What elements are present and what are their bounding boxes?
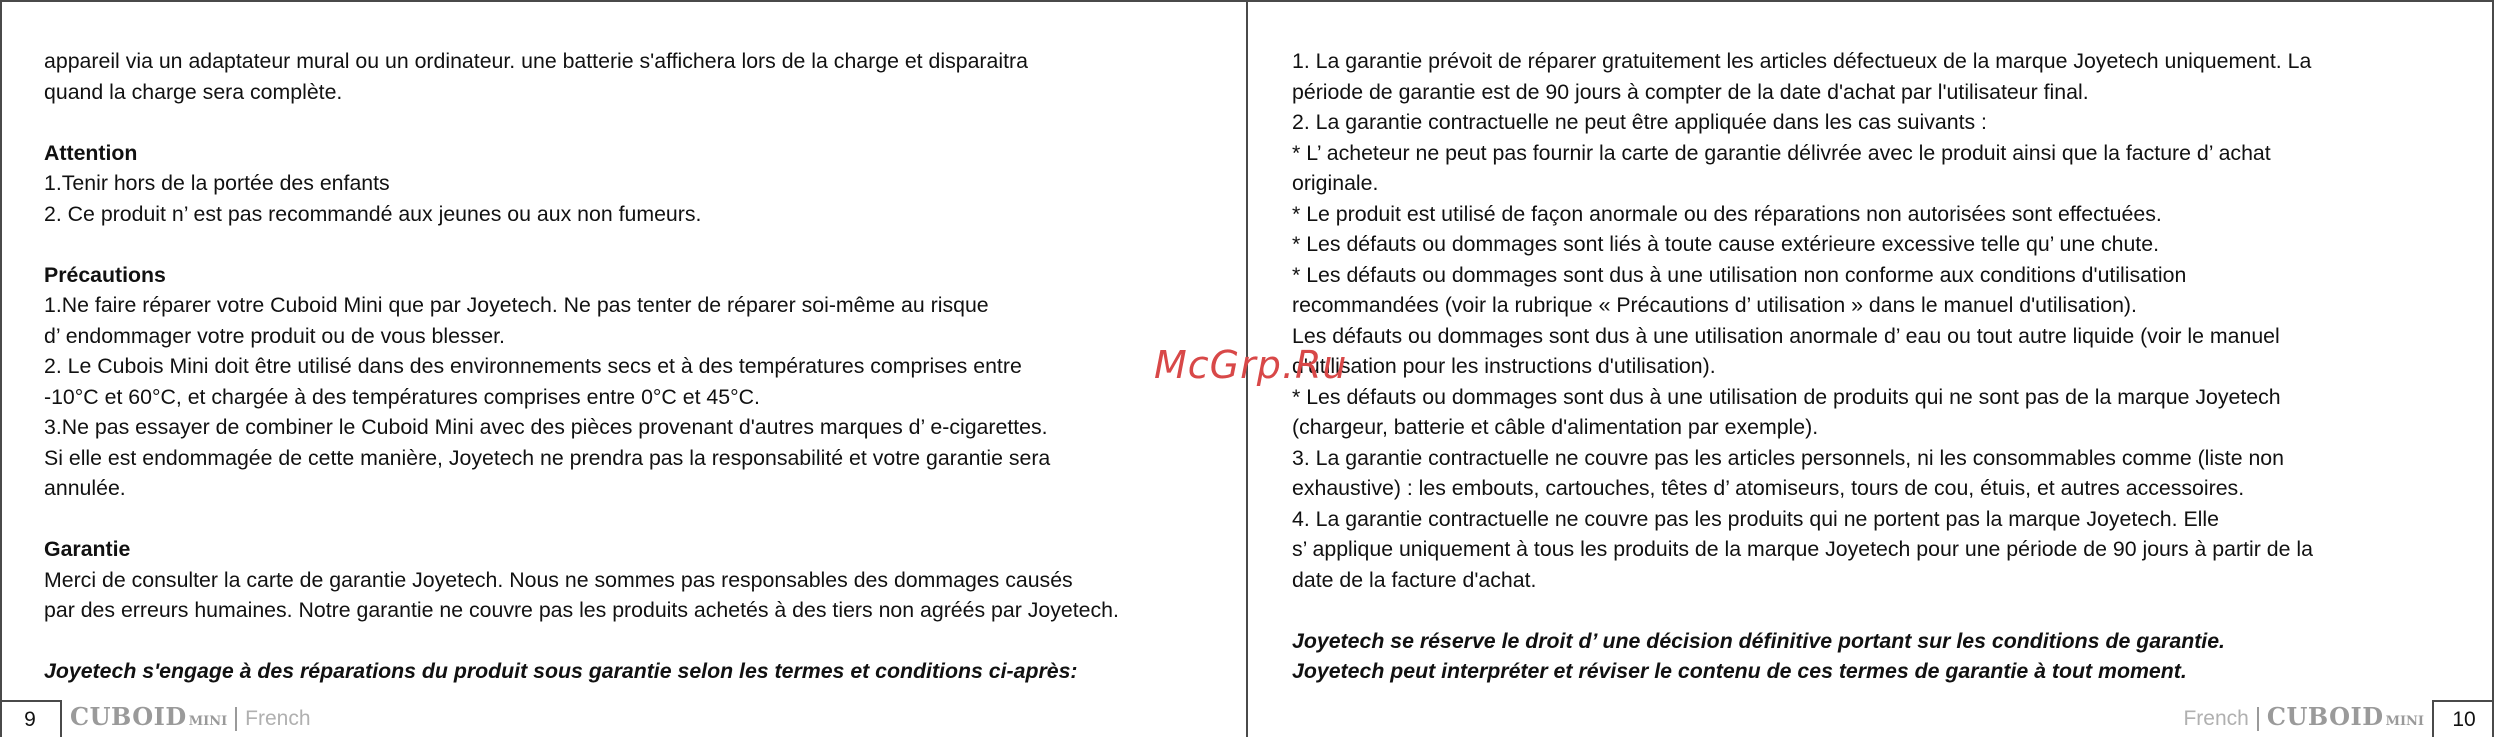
closing-line: Joyetech peut interpréter et réviser le contenu de ces termes de garantie à tout moment.: [1292, 659, 2187, 683]
text-line: quand la charge sera complète.: [44, 79, 343, 104]
text-line: * Les défauts ou dommages sont dus à une utilisation non conforme aux conditions d'utilisation: [1292, 262, 2187, 287]
brand-sub: MINI: [188, 713, 228, 729]
text-line: Les défauts ou dommages sont dus à une utilisation anormale d’ eau ou tout autre liquide (voir le manuel: [1292, 323, 2280, 348]
precautions-line: 1.Ne faire réparer votre Cuboid Mini que par Joyetech. Ne pas tenter de réparer soi-même au risque: [44, 293, 989, 317]
text-line: 3. La garantie contractuelle ne couvre pas les articles personnels, ni les consommables comme (liste non: [1292, 445, 2284, 470]
page-number: 9: [0, 700, 62, 737]
footer-separator: [2257, 707, 2259, 731]
precautions-line: annulée.: [44, 476, 126, 500]
spacer: [44, 229, 1244, 260]
text-line: 2. La garantie contractuelle ne peut être appliquée dans les cas suivants :: [1292, 110, 1987, 134]
attention-item: 2. Ce produit n’ est pas recommandé aux jeunes ou aux non fumeurs.: [44, 201, 702, 226]
text-line: 1. La garantie prévoit de réparer gratuitement les articles défectueux de la marque Joyetech uniquement. La: [1292, 49, 2312, 73]
language-label: French: [245, 707, 311, 730]
text-line: 4. La garantie contractuelle ne couvre pas les produits qui ne portent pas la marque Joyetech. Elle: [1292, 506, 2219, 531]
precautions-line: 2. Le Cubois Mini doit être utilisé dans des environnements secs et à des températures comprises entre: [44, 354, 1022, 378]
precautions-line: 3.Ne pas essayer de combiner le Cuboid Mini avec des pièces provenant d'autres marques d’ e-cigarettes.: [44, 415, 1048, 439]
right-page: [1249, 0, 2494, 737]
garantie-line: par des erreurs humaines. Notre garantie ne couvre pas les produits achetés à des tiers non agréés par Joyetech.: [44, 598, 1119, 622]
spacer: [44, 504, 1244, 535]
brand-sub: MINI: [2385, 713, 2424, 729]
text-line: (chargeur, batterie et câble d'alimentation par exemple).: [1292, 415, 1819, 439]
precautions-heading: Précautions: [44, 262, 166, 287]
brand-name: CUBOID: [70, 701, 187, 731]
brand-logo: [70, 698, 227, 737]
language-label: French: [2183, 707, 2249, 730]
text-line: * Les défauts ou dommages sont liés à toute cause extérieure excessive telle qu’ une chute.: [1292, 232, 2159, 256]
spacer: [1292, 595, 2487, 626]
text-line: période de garantie est de 90 jours à compter de la date d'achat par l'utilisateur final.: [1292, 79, 2089, 104]
garantie-line: Merci de consulter la carte de garantie Joyetech. Nous ne sommes pas responsables des dommages causés: [44, 567, 1073, 592]
watermark: McGrp.Ru: [1154, 343, 1348, 387]
text-line: s’ applique uniquement à tous les produits de la marque Joyetech pour une période de 90 jours à partir de la: [1292, 537, 2313, 561]
attention-item: 1.Tenir hors de la portée des enfants: [44, 171, 390, 195]
footer-separator: [235, 707, 237, 731]
text-line: exhaustive) : les embouts, cartouches, têtes d’ atomiseurs, tours de cou, étuis, et autres accessoires.: [1292, 476, 2245, 500]
precautions-line: -10°C et 60°C, et chargée à des températures comprises entre 0°C et 45°C.: [44, 384, 760, 409]
page-number: 10: [2432, 700, 2494, 737]
left-page-text: [44, 46, 1244, 687]
attention-heading: Attention: [44, 140, 138, 165]
spacer: [44, 626, 1244, 657]
text-line: * Le produit est utilisé de façon anormale ou des réparations non autorisées sont effectuées.: [1292, 201, 2162, 226]
text-line: d'utilisation pour les instructions d'utilisation).: [1292, 354, 1716, 378]
garantie-heading: Garantie: [44, 537, 131, 561]
right-page-text: [1292, 46, 2487, 687]
text-line: * L’ acheteur ne peut pas fournir la carte de garantie délivrée avec le produit ainsi que la facture d’ achat: [1292, 140, 2271, 165]
brand-logo: [2267, 698, 2424, 737]
left-footer: [0, 700, 311, 737]
text-line: * Les défauts ou dommages sont dus à une utilisation de produits qui ne sont pas de la marque Joyetech: [1292, 384, 2281, 409]
spacer: [44, 107, 1244, 138]
closing-line: Joyetech se réserve le droit d’ une décision définitive portant sur les conditions de garantie.: [1292, 628, 2225, 653]
garantie-commitment: Joyetech s'engage à des réparations du produit sous garantie selon les termes et conditions ci-après:: [44, 659, 1078, 683]
text-line: recommandées (voir la rubrique « Précautions d’ utilisation » dans le manuel d'utilisation).: [1292, 293, 2137, 317]
text-line: originale.: [1292, 171, 1379, 195]
right-footer: [2183, 700, 2494, 737]
precautions-line: d’ endommager votre produit ou de vous blesser.: [44, 323, 505, 348]
text-line: date de la facture d'achat.: [1292, 567, 1537, 592]
precautions-line: Si elle est endommagée de cette manière, Joyetech ne prendra pas la responsabilité et votre garantie sera: [44, 445, 1051, 470]
text-line: appareil via un adaptateur mural ou un ordinateur. une batterie s'affichera lors de la charge et disparaitra: [44, 49, 1028, 73]
brand-name: CUBOID: [2266, 701, 2384, 731]
